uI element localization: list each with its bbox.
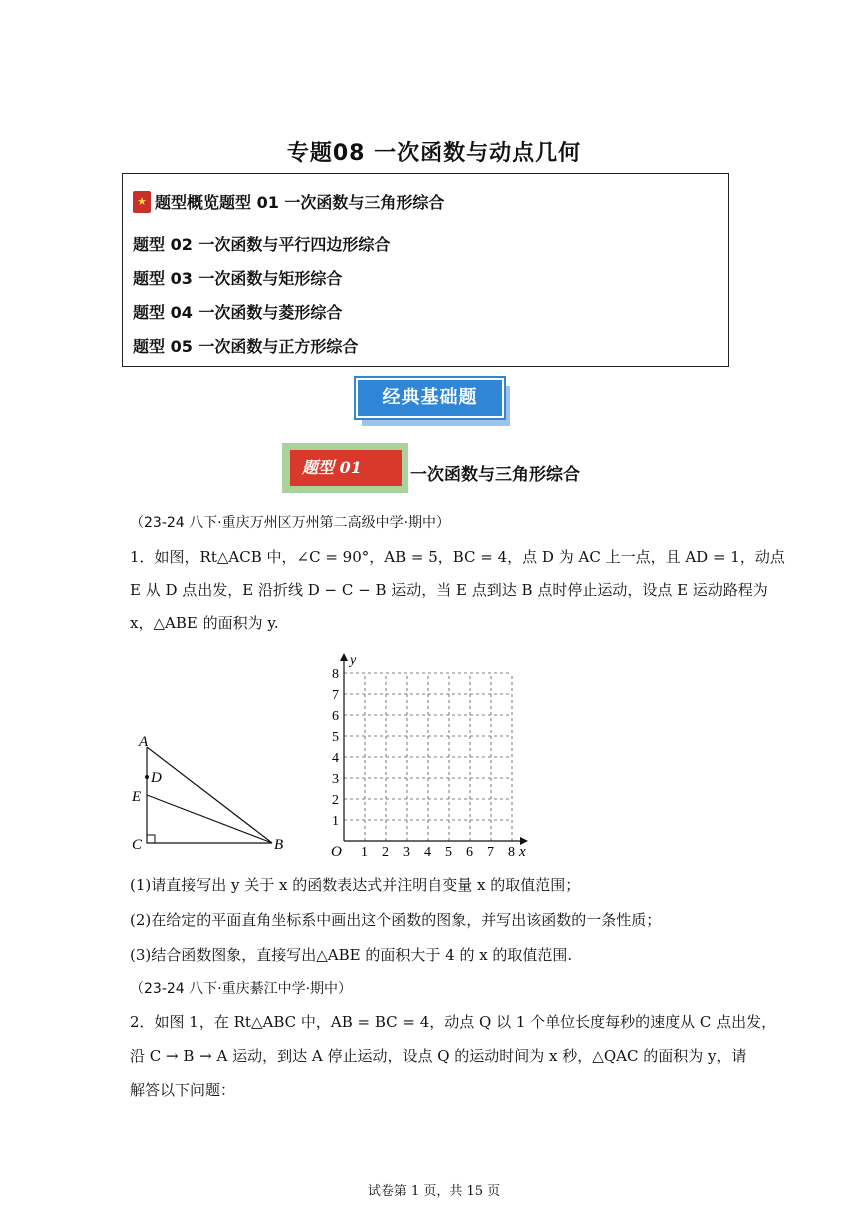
q1-line-2: E 从 D 点出发，E 沿折线 D − C − B 运动，当 E 点到达 B 点时停止运动，设点 E 运动路程为 — [130, 581, 768, 599]
q1-sub-2: (2)在给定的平面直角坐标系中画出这个函数的图象，并写出该函数的一条性质； — [130, 911, 662, 929]
y-tick-labels — [332, 667, 339, 829]
q1-source: （23-24 八下·重庆万州区万州第二高级中学·期中） — [130, 515, 451, 531]
overview-item-1 — [133, 190, 444, 215]
y-tick-label: 8 — [332, 667, 339, 682]
x-axis-label: x — [519, 844, 526, 860]
y-tick-label: 7 — [332, 688, 339, 703]
x-tick-label: 1 — [361, 845, 368, 860]
triangle-figure — [125, 725, 295, 860]
q1-sub-1: (1)请直接写出 y 关于 x 的函数表达式并注明自变量 x 的取值范围； — [130, 876, 581, 894]
label-a: A — [139, 734, 149, 750]
page-title: 专题08 一次函数与动点几何 — [286, 141, 582, 166]
q2-line-2: 沿 C → B → A 运动，到达 A 停止运动，设点 Q 的运动时间为 x 秒，△QAC 的面积为 y，请 — [130, 1047, 747, 1065]
label-c: C — [132, 837, 143, 853]
y-tick-label: 5 — [332, 730, 339, 745]
banner-label: 经典基础题 — [356, 378, 504, 418]
coordinate-grid — [322, 648, 537, 863]
x-tick-label: 8 — [508, 845, 515, 860]
page-footer: 试卷第 1 页，共 15 页 — [367, 1184, 501, 1199]
y-tick-label: 6 — [332, 709, 339, 724]
section-title: 一次函数与三角形综合 — [410, 465, 580, 485]
x-tick-labels — [361, 845, 515, 860]
y-tick-label: 1 — [332, 814, 339, 829]
y-axis-label: y — [350, 653, 357, 668]
y-axis-arrow — [340, 653, 348, 661]
label-b: B — [274, 837, 284, 853]
q1-line-1: 1．如图，Rt△ACB 中，∠C = 90°，AB = 5，BC = 4，点 D 为 AC 上一点，且 AD = 1，动点 — [130, 548, 785, 566]
label-d: D — [151, 770, 162, 786]
overview-item-5: 题型 05 一次函数与正方形综合 — [133, 337, 359, 356]
segment-eb — [147, 795, 272, 843]
point-d-dot — [145, 775, 149, 779]
x-tick-label: 6 — [466, 845, 473, 860]
q2-source: （23-24 八下·重庆綦江中学·期中） — [130, 981, 353, 997]
x-tick-label: 4 — [424, 845, 431, 860]
y-tick-label: 4 — [332, 751, 339, 766]
right-angle-mark — [147, 835, 155, 843]
overview-item-4: 题型 04 一次函数与菱形综合 — [133, 303, 343, 322]
q2-line-3: 解答以下问题： — [130, 1081, 236, 1099]
q1-sub-3: (3)结合函数图象，直接写出△ABE 的面积大于 4 的 x 的取值范围. — [130, 946, 573, 964]
q1-line-3: x，△ABE 的面积为 y. — [130, 614, 279, 632]
section-tag — [282, 443, 408, 493]
overview-item-3: 题型 03 一次函数与矩形综合 — [133, 269, 343, 288]
label-e: E — [132, 789, 142, 805]
x-tick-label: 3 — [403, 845, 410, 860]
grid-lines — [344, 673, 512, 841]
book-icon: ★ — [133, 191, 151, 213]
x-tick-label: 5 — [445, 845, 452, 860]
tag-label: 题型 01 — [290, 450, 402, 486]
origin-label: O — [331, 844, 342, 860]
y-tick-label: 2 — [332, 793, 339, 808]
overview-item-1-label: 题型概览题型 01 一次函数与三角形综合 — [155, 193, 445, 212]
x-tick-label: 7 — [487, 845, 494, 860]
y-tick-label: 3 — [332, 772, 339, 787]
section-banner — [356, 378, 512, 428]
overview-item-2: 题型 02 一次函数与平行四边形综合 — [133, 235, 391, 254]
side-ab — [147, 747, 272, 843]
x-tick-label: 2 — [382, 845, 389, 860]
q2-line-1: 2．如图 1，在 Rt△ABC 中，AB = BC = 4，动点 Q 以 1 个单位长度每秒的速度从 C 点出发， — [130, 1013, 777, 1031]
overview-box — [122, 173, 729, 367]
